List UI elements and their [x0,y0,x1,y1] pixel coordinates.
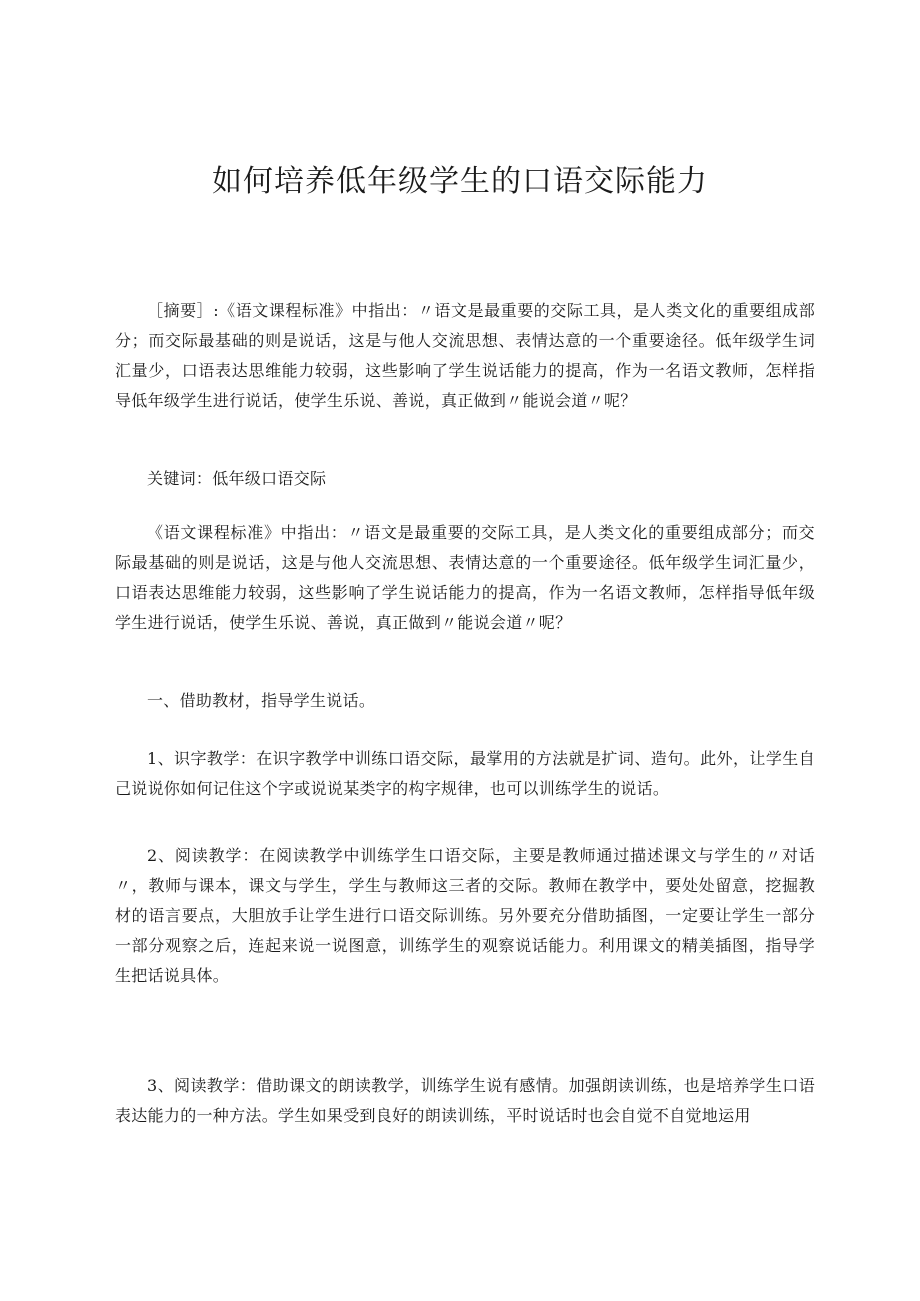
document-title: 如何培养低年级学生的口语交际能力 [212,164,708,199]
item-paragraph-3: 3、阅读教学：借助课文的朗读教学，训练学生说有感情。加强朗读训练，也是培养学生口语表达能力的一种方法。学生如果受到良好的朗读训练，平时说话时也会自觉不自觉地运用 [115,1076,815,1125]
abstract-paragraph: ［摘要］:《语文课程标准》中指出：〃语文是最重要的交际工具，是人类文化的重要组成部分；而交际最基础的则是说话，这是与他人交流思想、表情达意的一个重要途径。低年级学生词汇量少，口语表达思维能力较弱，这些影响了学生说话能力的提高，作为一名语文教师，怎样指导低年级学生进行说话，使学生乐说、善说，真正做到〃能说会道〃呢？ [115,301,815,410]
section-heading-1: 一、借助教材，指导学生说话。 [147,691,376,710]
intro-paragraph: 《语文课程标准》中指出：〃语文是最重要的交际工具，是人类文化的重要组成部分；而交际最基础的则是说话，这是与他人交流思想、表情达意的一个重要途径。低年级学生词汇量少，口语表达思维能力较弱，这些影响了学生说话能力的提高，作为一名语文教师，怎样指导低年级学生进行说话，使学生乐说、善说，真正做到〃能说会道〃呢？ [115,523,815,632]
keywords-line: 关键词：低年级口语交际 [147,469,327,488]
item-paragraph-2: 2、阅读教学：在阅读教学中训练学生口语交际，主要是教师通过描述课文与学生的〃对话〃，教师与课本，课文与学生，学生与教师这三者的交际。教师在教学中，要处处留意，挖掘教材的语言要点，大胆放手让学生进行口语交际训练。另外要充分借助插图，一定要让学生一部分一部分观察之后，连起来说一说图意，训练学生的观察说话能力。利用课文的精美插图，指导学生把话说具体。 [115,846,815,985]
item-paragraph-1: 1、识字教学：在识字教学中训练口语交际，最掌用的方法就是扩词、造句。此外，让学生自己说说你如何记住这个字或说说某类字的构字规律，也可以训练学生的说话。 [115,749,815,798]
